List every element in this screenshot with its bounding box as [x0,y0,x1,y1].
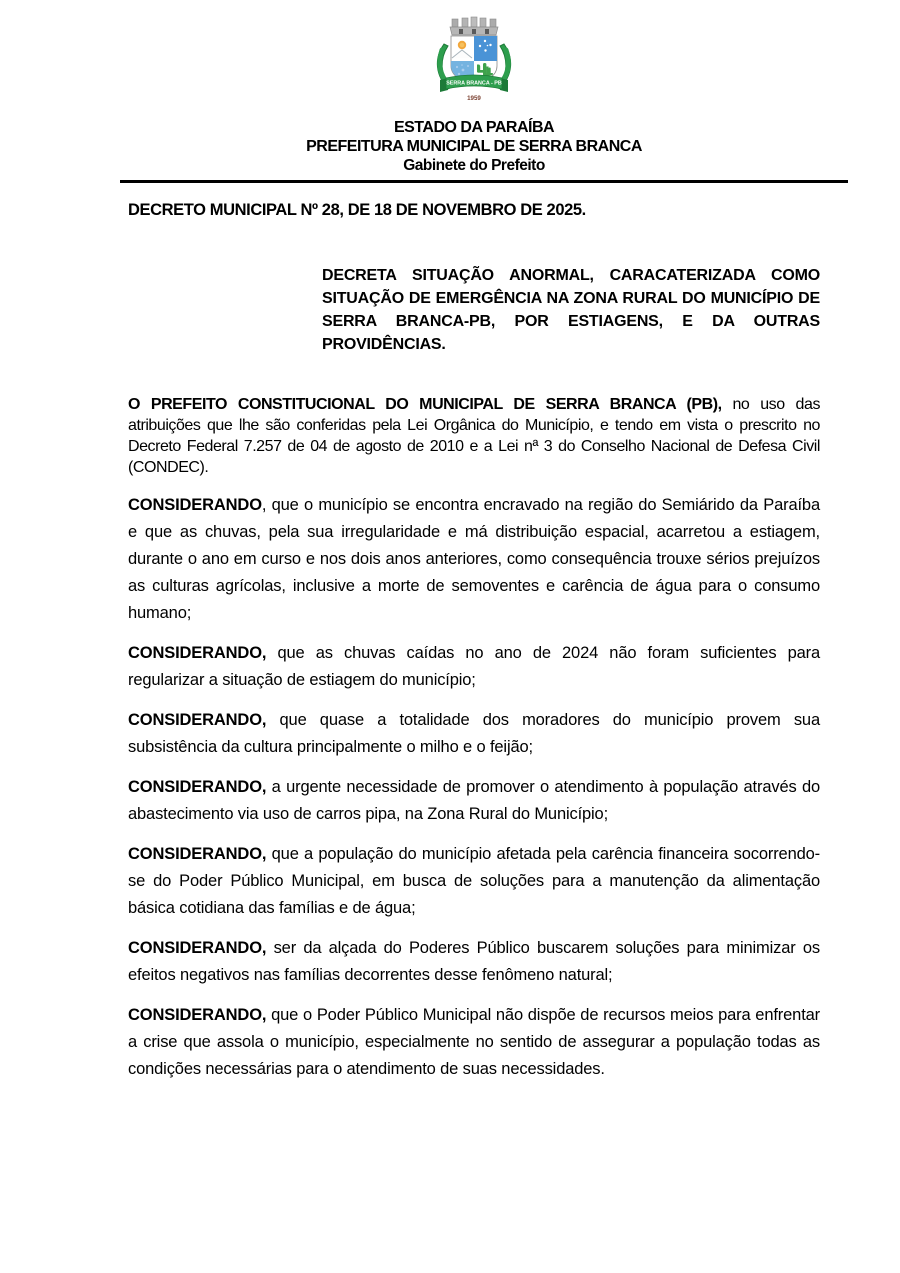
decree-preamble [128,394,820,478]
consideration-paragraph [128,1002,820,1083]
consideration-paragraph [128,774,820,828]
crest-banner-text: SERRA BRANCA - PB [446,80,502,87]
office-name: Gabinete do Prefeito [403,157,545,174]
letterhead [128,118,820,175]
crest-year: 1959 [467,95,481,102]
consideration-text: que o Poder Público Municipal não dispõe de recursos meios para enfrentar a crise que assola o município, especialmente no sentido de assegurar a população todas as condições necessárias para o atendimento de suas necessidades. [128,1006,820,1078]
consideration-lead: CONSIDERANDO, [128,644,267,662]
consideration-text: ser da alçada do Poderes Público buscarem soluções para minimizar os efeitos negativos nas famílias decorrentes desse fenômeno natural; [128,939,820,984]
consideration-text: que as chuvas caídas no ano de 2024 não foram suficientes para regularizar a situação de estiagem do município; [128,644,820,689]
consideration-lead: CONSIDERANDO, [128,939,267,957]
consideration-paragraph [128,841,820,922]
header-divider [120,180,848,183]
crest-container [128,14,820,112]
consideration-lead: CONSIDERANDO [128,496,262,514]
consideration-text: , que o município se encontra encravado na região do Semiárido da Paraíba e que as chuvas, pela sua irregularidade e má distribuição espacial, acarretou a estiagem, durante o ano em curso e nos dois anos anteriores, como consequência trouxe sérios prejuízos as culturas agrícolas, inclusive a morte de semoventes e carência de água para o consumo humano; [128,496,820,622]
consideration-text: que a população do município afetada pela carência financeira socorrendo-se do Poder Público Municipal, em busca de soluções para a manutenção da alimentação básica cotidiana das famílias e de água; [128,845,820,917]
consideration-lead: CONSIDERANDO, [128,845,267,863]
state-name: ESTADO DA PARAÍBA [393,119,555,136]
serra-branca-coat-of-arms [426,14,522,112]
consideration-text: que quase a totalidade dos moradores do município provem sua subsistência da cultura principalmente o milho e o feijão; [128,711,820,756]
preamble-lead: O PREFEITO CONSTITUCIONAL DO MUNICIPAL DE SERRA BRANCA (PB), [128,396,722,413]
consideration-lead: CONSIDERANDO, [128,778,267,796]
municipality-name: PREFEITURA MUNICIPAL DE SERRA BRANCA [306,138,642,155]
consideration-lead: CONSIDERANDO, [128,1006,267,1024]
decree-summary: DECRETA SITUAÇÃO ANORMAL, CARACATERIZADA COMO SITUAÇÃO DE EMERGÊNCIA NA ZONA RURAL DO MUNICÍPIO DE SERRA BRANCA-PB, POR ESTIAGENS, E DA OUTRAS PROVIDÊNCIAS. [322,267,820,353]
mural-crown-icon [450,17,498,35]
consideration-paragraph [128,707,820,761]
consideration-paragraph [128,492,820,627]
consideration-lead: CONSIDERANDO, [128,711,267,729]
decree-title: DECRETO MUNICIPAL Nº 28, DE 18 DE NOVEMBRO DE 2025. [128,201,586,219]
preamble-text: no uso das atribuições que lhe são conferidas pela Lei Orgânica do Município, e tendo em vista o prescrito no Decreto Federal 7.257 de 04 de agosto de 2010 e a Lei nª 3 do Conselho Nacional de Defesa Civil (CONDEC). [128,396,820,476]
crest-banner [440,75,508,92]
consideration-paragraph [128,935,820,989]
consideration-text: a urgente necessidade de promover o atendimento à população através do abastecimento via uso de carros pipa, na Zona Rural do Município; [128,778,820,823]
consideration-paragraph [128,640,820,694]
